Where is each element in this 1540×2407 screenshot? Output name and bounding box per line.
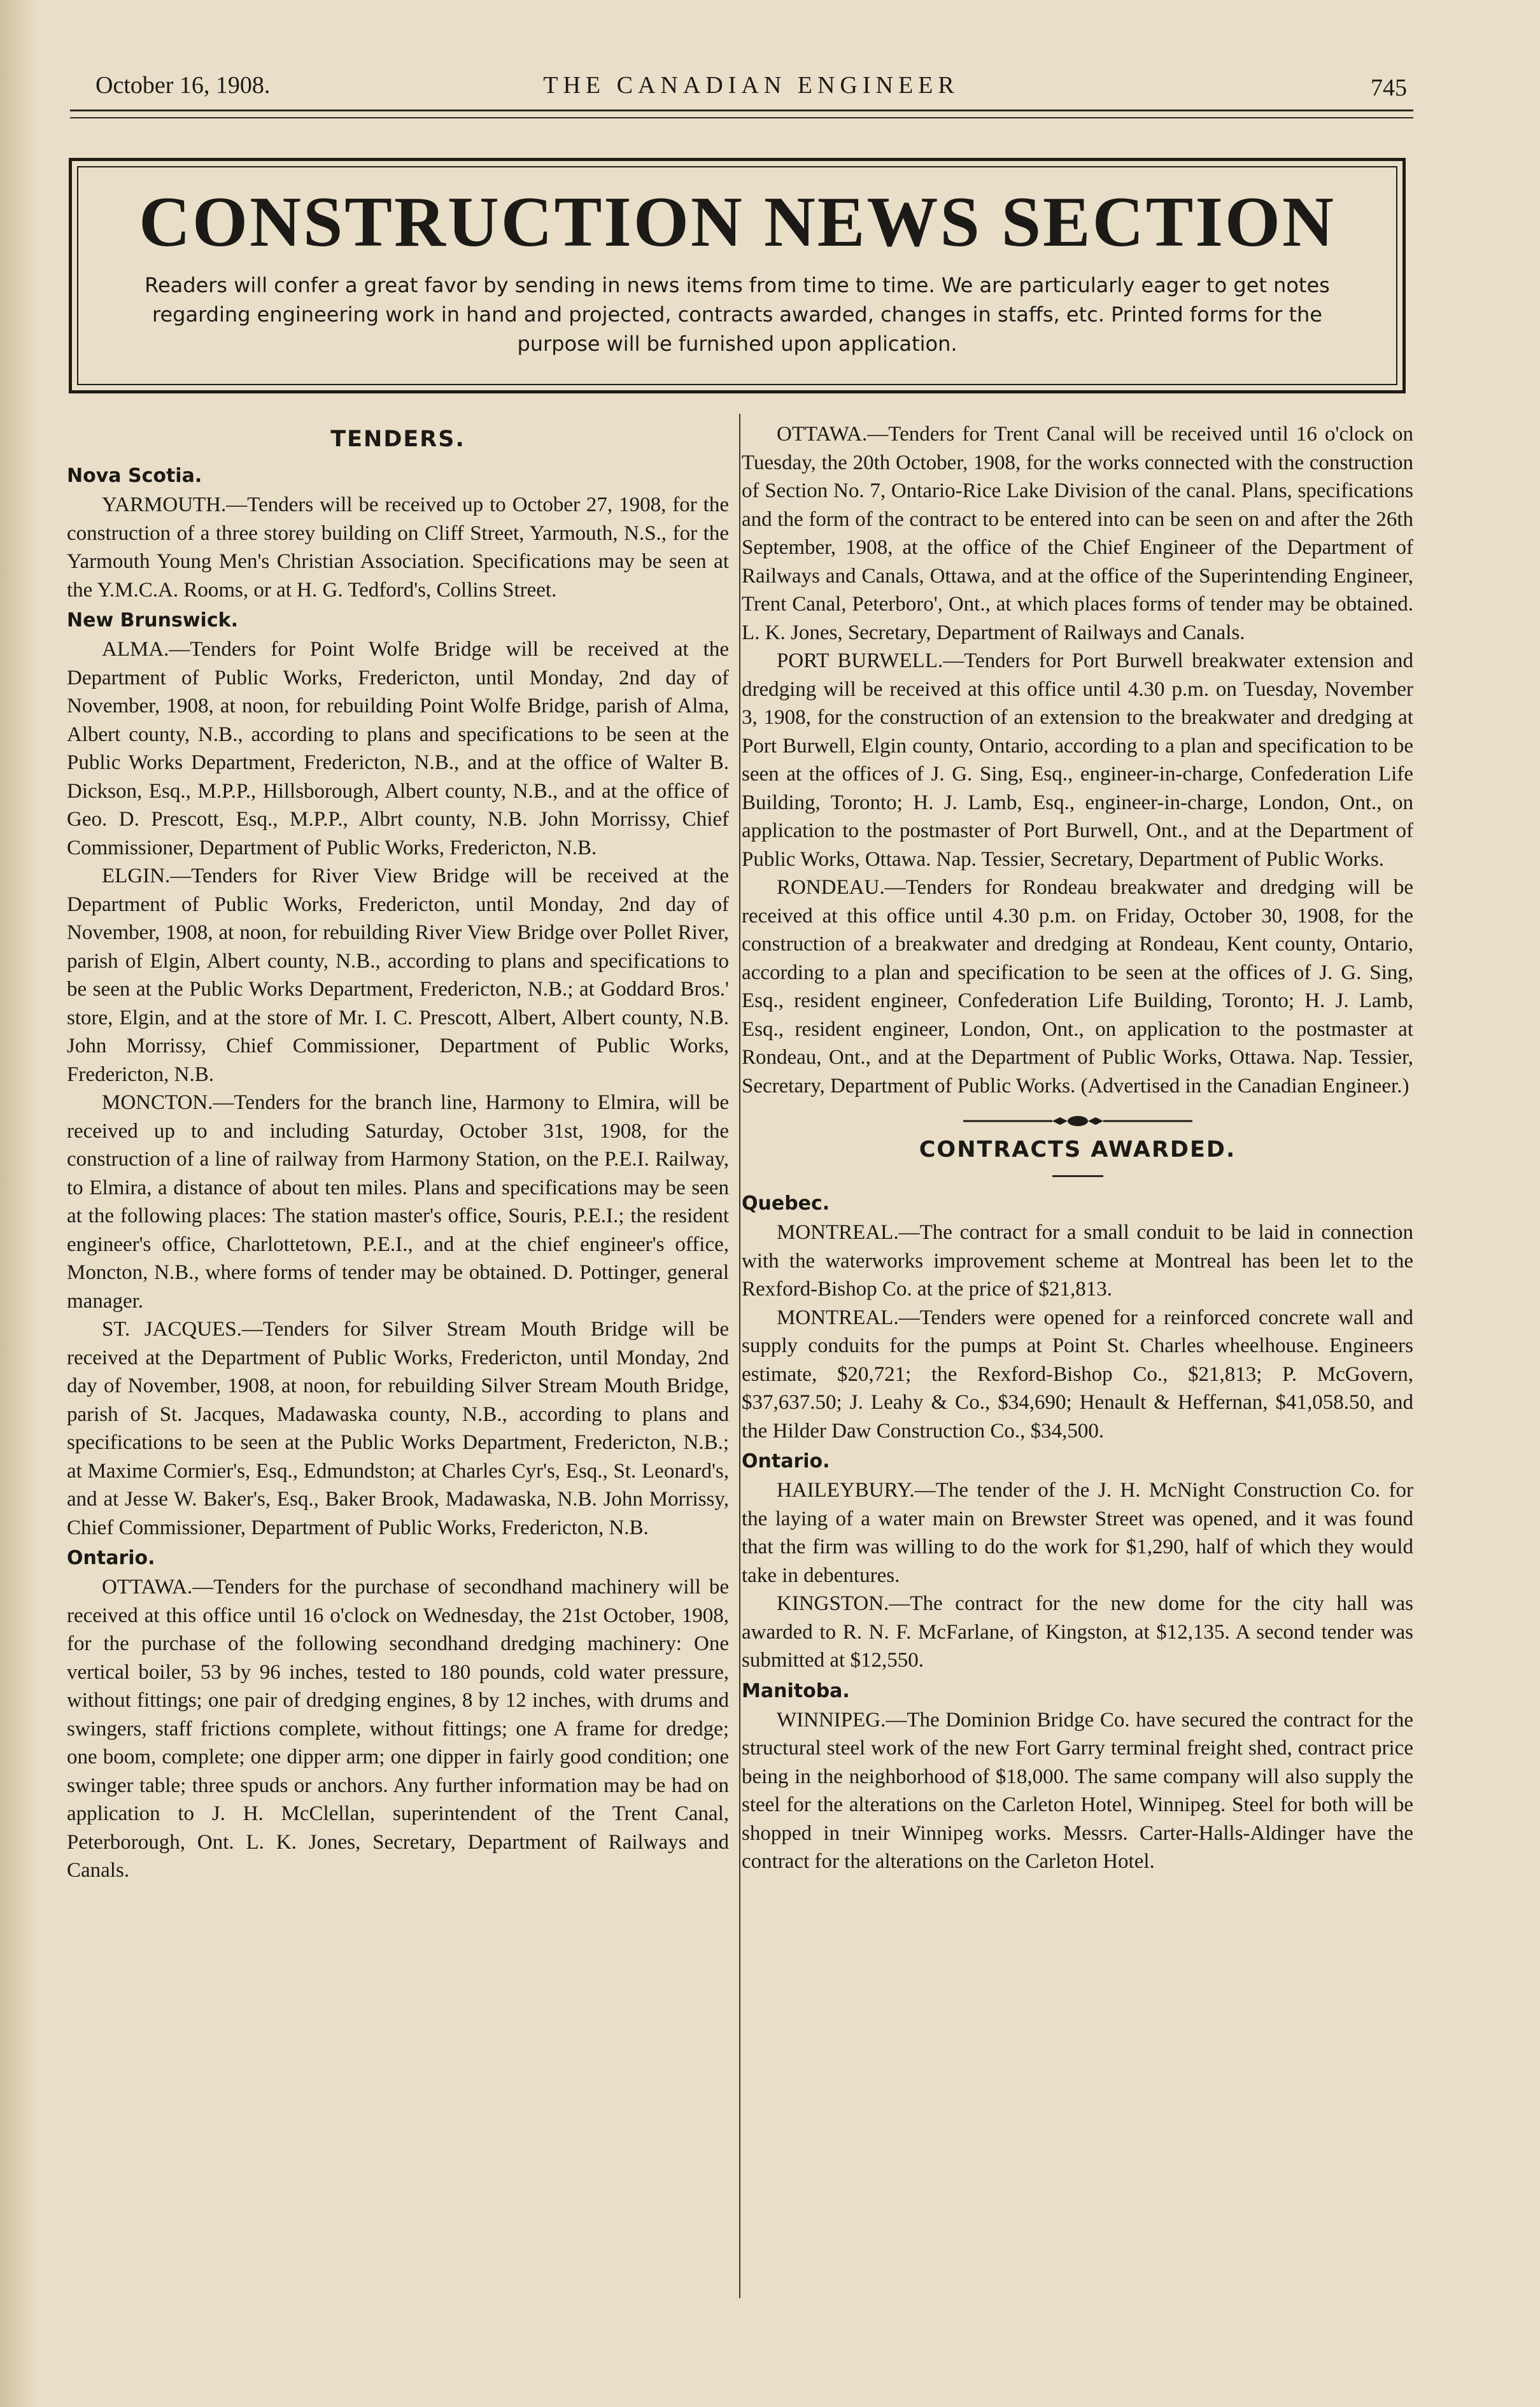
header-rule: [70, 109, 1413, 111]
news-item: HAILEYBURY.—The tender of the J. H. McNight Construction Co. for the laying of a water main on Brewster Street was opened, and it was found that the firm was willing to do the work for $1,290, half of which they would take in debentures.: [742, 1479, 1413, 1587]
news-item: PORT BURWELL.—Tenders for Port Burwell breakwater extension and dredging will be received at this office until 4.30 p.m. on Tuesday, November 3, 1908, for the construction of an extension to the breakwater and dredging at Port Burwell, Elgin county, Ontario, according to a plan and specification to be seen at the offices of J. G. Sing, Esq., engineer-in-charge, Confederation Life Building, Toronto; H. J. Lamb, Esq., engineer-in-charge, London, Ont., on application to the postmaster of Port Burwell, Ont., and at the Department of Public Works, Ottawa. Nap. Tessier, Secretary, Department of Public Works.: [742, 649, 1413, 871]
banner-note: Readers will confer a great favor by sending in news items from time to time. We are particularly eager to get notes regarding engineering work in hand and projected, contracts awarded, changes in staffs, etc. Printed forms for the purpose will be furnished upon application.: [145, 273, 1330, 356]
column-divider: [739, 414, 740, 2298]
news-item: ALMA.—Tenders for Point Wolfe Bridge will be received at the Department of Public Works, Fredericton, until Monday, 2nd day of November, 1908, at noon, for rebuilding Point Wolfe Bridge, parish of Alma, Albert county, N.B., according to plans and specifications to be seen at the Public Works Department, Fredericton, N.B., and at the office of Walter B. Dickson, Esq., M.P.P., Hillsborough, Albert county, N.B., and at the office of Geo. D. Prescott, Esq., M.P.P., Albrt county, N.B. John Morrissy, Chief Commissioner, Department of Public Works, Fredericton, N.B.: [67, 638, 729, 859]
province-heading: Manitoba.: [742, 1679, 850, 1702]
issue-date: October 16, 1908.: [95, 72, 271, 99]
ornament-divider: [963, 1112, 1192, 1131]
left-column: [67, 420, 729, 1885]
page-edge-shadow: [0, 0, 38, 2407]
heading-underline: [1052, 1175, 1103, 1177]
news-item: OTTAWA.—Tenders for Trent Canal will be received until 16 o'clock on Tuesday, the 20th October, 1908, for the works connected with the construction of Section No. 7, Ontario-Rice Lake Division of the canal. Plans, specifications and the form of the contract to be entered into can be seen on and after the 26th September, 1908, at the office of the Chief Engineer of the Department of Railways and Canals, Ottawa, and at the office of the Superintending Engineer, Trent Canal, Peterboro', Ont., at which places forms of tender may be obtained. L. K. Jones, Secretary, Department of Railways and Canals.: [742, 423, 1413, 644]
province-heading: New Brunswick.: [67, 609, 238, 632]
news-item: RONDEAU.—Tenders for Rondeau breakwater and dredging will be received at this office until 4.30 p.m. on Friday, October 30, 1908, for the construction of a breakwater and dredging at Rondeau, Kent county, Ontario, according to a plan and specification to be seen at the offices of J. G. Sing, Esq., resident engineer, Confederation Life Building, Toronto; H. J. Lamb, Esq., resident engineer, London, Ont., on application to the postmaster at Rondeau, Ont., and at the Department of Public Works, Ottawa. Nap. Tessier, Secretary, Department of Public Works. (Advertised in the Canadian Engineer.): [742, 876, 1413, 1098]
section-title: CONSTRUCTION NEWS SECTION: [139, 183, 1336, 262]
section-banner: [69, 158, 1406, 393]
news-item: KINGSTON.—The contract for the new dome for the city hall was awarded to R. N. F. McFarlane, of Kingston, at $12,135. A second tender was submitted at $12,550.: [742, 1592, 1413, 1672]
news-item: ELGIN.—Tenders for River View Bridge will be received at the Department of Public Works, Fredericton, until Monday, 2nd day of November, 1908, at noon, for rebuilding River View Bridge over Pollet River, parish of Elgin, Albert county, N.B., according to plans and specifications to be seen at the Public Works Department, Fredericton, N.B.; at Goddard Bros.' store, Elgin, and at the store of Mr. I. C. Prescott, Albert, Albert county, N.B. John Morrissy, Chief Commissioner, Department of Public Works, Fredericton, N.B.: [67, 865, 729, 1086]
province-heading: Nova Scotia.: [67, 465, 202, 487]
news-item: WINNIPEG.—The Dominion Bridge Co. have secured the contract for the structural steel work of the new Fort Garry terminal freight shed, contract price being in the neighborhood of $18,000. The same company will also supply the steel for the alterations on the Carleton Hotel, Winnipeg. Steel for both will be shopped in tneir Winnipeg works. Messrs. Carter-Halls-Aldinger have the contract for the alterations on the Carleton Hotel.: [742, 1708, 1413, 1873]
contracts-heading: CONTRACTS AWARDED.: [919, 1137, 1236, 1162]
province-heading: Quebec.: [742, 1192, 830, 1215]
news-item: MONTREAL.—The contract for a small conduit to be laid in connection with the waterworks improvement scheme at Montreal has been let to the Rexford-Bishop Co. at the price of $21,813.: [742, 1221, 1413, 1301]
news-item: MONTREAL.—Tenders were opened for a reinforced concrete wall and supply conduits for the pumps at Point St. Charles wheelhouse. Engineers estimate, $20,721; the Rexford-Bishop Co., $21,813; P. McGovern, $37,637.50; J. Leahy & Co., $34,690; Henault & Heffernan, $41,058.50, and the Hilder Daw Construction Co., $34,500.: [742, 1306, 1413, 1443]
header-rule-thin: [70, 117, 1413, 118]
news-item: ST. JACQUES.—Tenders for Silver Stream Mouth Bridge will be received at the Department of Public Works, Fredericton, until Monday, 2nd day of November, 1908, at noon, for rebuilding Silver Stream Mouth Bridge, parish of St. Jacques, Madawaska county, N.B., according to plans and specifications to be seen at the Public Works Department, Fredericton, N.B.; at Maxime Cormier's, Esq., Edmundston; at Charles Cyr's, Esq., St. Leonard's, and at Jesse W. Baker's, Esq., Baker Brook, Madawaska, N.B. John Morrissy, Chief Commissioner, Department of Public Works, Fredericton, N.B.: [67, 1318, 729, 1539]
province-heading: Ontario.: [67, 1547, 155, 1569]
news-item: OTTAWA.—Tenders for the purchase of secondhand machinery will be received at this office until 16 o'clock on Wednesday, the 21st October, 1908, for the purchase of the following secondhand dredging machinery: One vertical boiler, 53 by 96 inches, tested to 180 pounds, cold water pressure, without fittings; one pair of dredging engines, 8 by 12 inches, with drums and swingers, staff frictions complete, without fittings; one A frame for dredge; one boom, complete; one dipper arm; one dipper in fairly good condition; one swinger table; three spuds or anchors. Any further information may be had on application to J. H. McClellan, superintendent of the Trent Canal, Peterborough, Ont. L. K. Jones, Secretary, Department of Railways and Canals.: [67, 1576, 729, 1882]
page-number: 745: [1371, 74, 1407, 101]
news-item: YARMOUTH.—Tenders will be received up to October 27, 1908, for the construction of a three storey building on Cliff Street, Yarmouth, N.S., for the Yarmouth Young Men's Christian Association. Specifications may be seen at the Y.M.C.A. Rooms, or at H. G. Tedford's, Collins Street.: [67, 493, 729, 602]
tenders-heading: TENDERS.: [330, 427, 465, 452]
publication-title: THE CANADIAN ENGINEER: [543, 72, 959, 99]
province-heading: Ontario.: [742, 1450, 830, 1472]
news-item: MONCTON.—Tenders for the branch line, Harmony to Elmira, will be received up to and including Saturday, October 31st, 1908, for the construction of a line of railway from Harmony Station, on the P.E.I. Railway, to Elmira, a distance of about ten miles. Plans and specifications may be seen at the following places: The station master's office, Souris, P.E.I.; the resident engineer's office, Charlottetown, P.E.I., and at the chief engineer's office, Moncton, N.B., where forms of tender may be obtained. D. Pottinger, general manager.: [67, 1091, 729, 1313]
right-column: [742, 420, 1413, 1876]
running-header: [89, 69, 1413, 107]
